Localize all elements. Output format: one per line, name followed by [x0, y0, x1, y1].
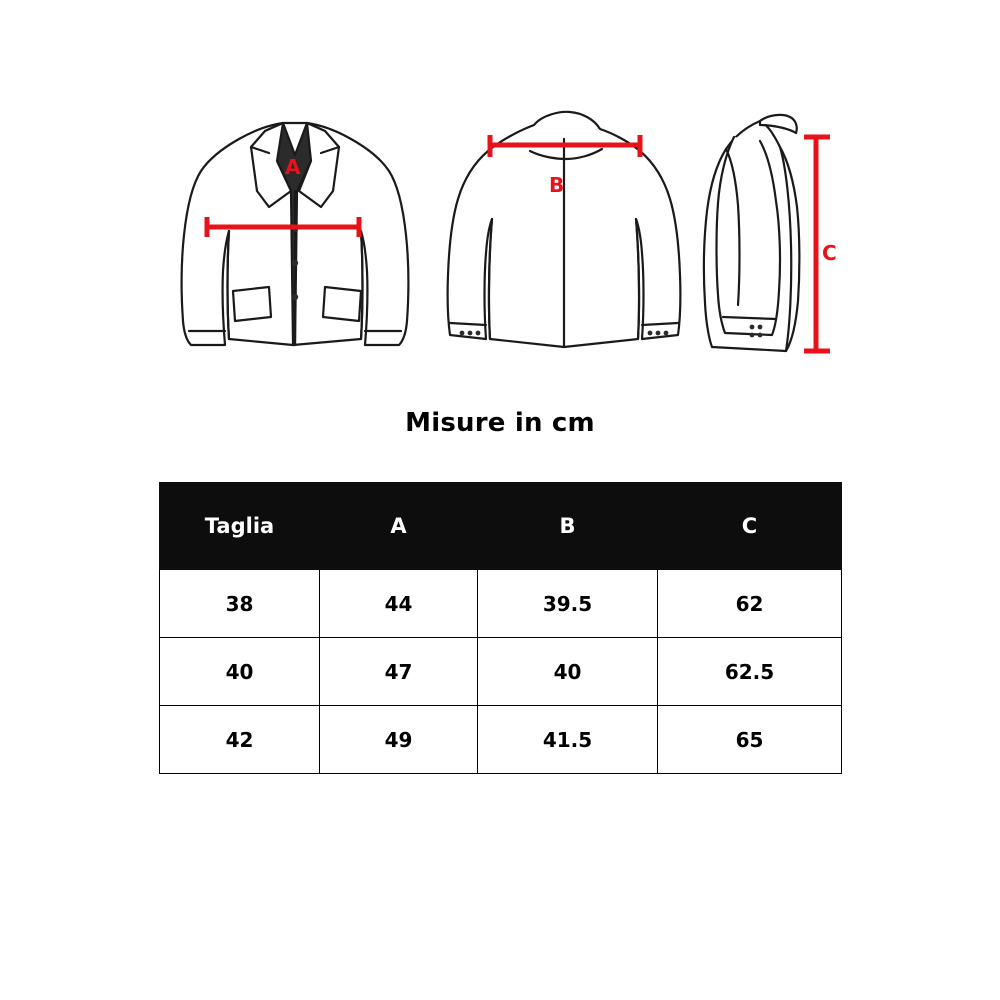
cell-a: 47 — [320, 638, 478, 706]
table-row — [160, 706, 842, 774]
jacket-side-illustration — [690, 95, 870, 385]
marker-label-b: B — [549, 173, 565, 197]
illustration-row — [0, 95, 1000, 385]
cell-a: 49 — [320, 706, 478, 774]
jacket-back-illustration — [430, 95, 700, 385]
jacket-front-view — [165, 95, 435, 385]
cell-c: 62.5 — [658, 638, 842, 706]
jacket-front-illustration — [165, 95, 435, 385]
size-table — [159, 482, 842, 774]
cell-size: 42 — [160, 706, 320, 774]
marker-label-c: C — [822, 241, 837, 265]
cell-b: 41.5 — [478, 706, 658, 774]
jacket-back-view — [430, 95, 700, 385]
jacket-side-view — [690, 95, 870, 385]
column-header-taglia: Taglia — [160, 483, 320, 570]
size-table-wrap — [159, 482, 841, 774]
cell-b: 40 — [478, 638, 658, 706]
cell-size: 40 — [160, 638, 320, 706]
column-header-c: C — [658, 483, 842, 570]
column-header-a: A — [320, 483, 478, 570]
marker-label-a: A — [285, 155, 301, 179]
cell-a: 44 — [320, 570, 478, 638]
cell-size: 38 — [160, 570, 320, 638]
cell-b: 39.5 — [478, 570, 658, 638]
table-row — [160, 638, 842, 706]
page-title: Misure in cm — [405, 408, 595, 438]
table-row — [160, 570, 842, 638]
cell-c: 65 — [658, 706, 842, 774]
column-header-b: B — [478, 483, 658, 570]
table-header-row — [160, 483, 842, 570]
cell-c: 62 — [658, 570, 842, 638]
